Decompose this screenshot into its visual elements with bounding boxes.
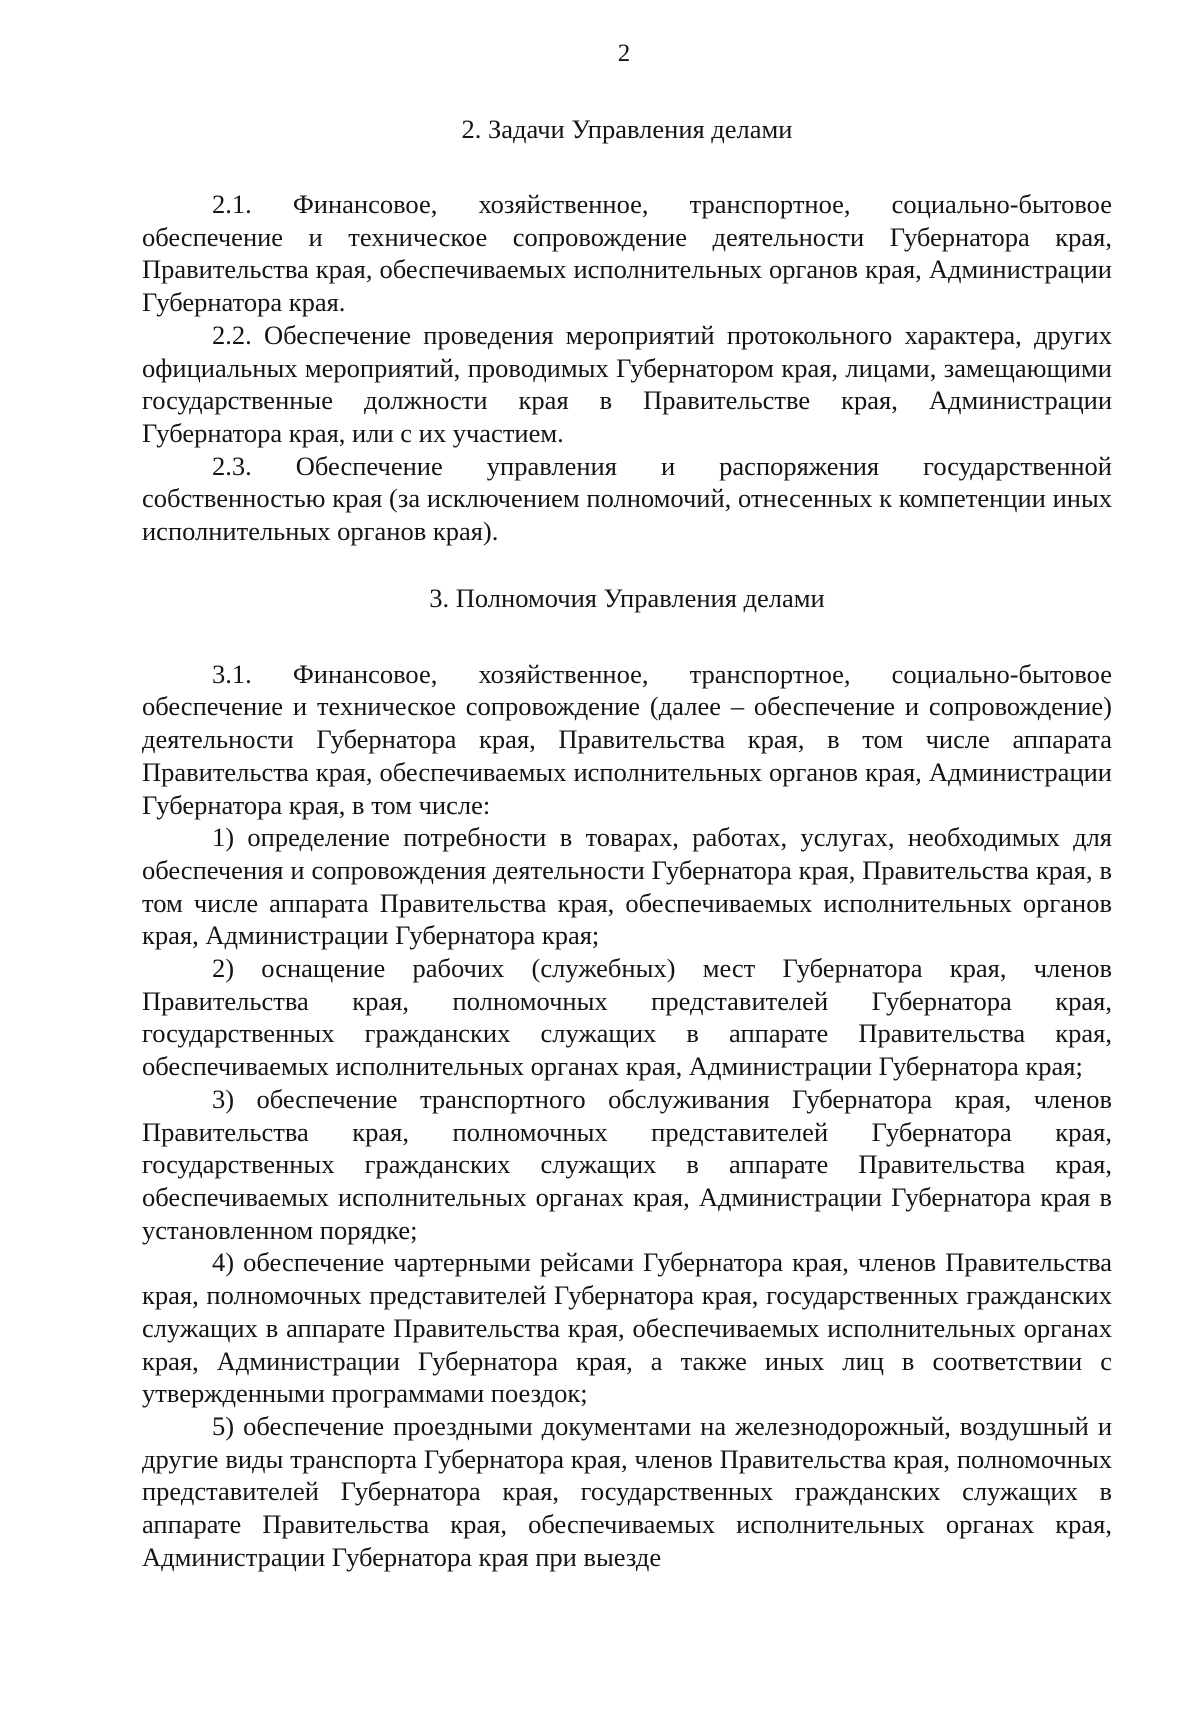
list-item-5: 5) обеспечение проездными документами на железнодорожный, воздушный и другие виды транспорта Губернатора края, членов Правительства края, полномочных представителей Губернатора края, государственных гражданских служащих в аппарате Правительства края, обеспечиваемых исполнительных органах края, Администрации Губернатора края при выезде (142, 1410, 1112, 1572)
list-item-3: 3) обеспечение транспортного обслуживания Губернатора края, членов Правительства края, полномочных представителей Губернатора края, государственных гражданских служащих в аппарате Правительства края, обеспечиваемых исполнительных органах края, Администрации Губернатора края в установленном порядке; (142, 1083, 1112, 1245)
section-2-heading: 2. Задачи Управления делами (461, 114, 793, 144)
list-item-2: 2) оснащение рабочих (служебных) мест Губернатора края, членов Правительства края, полномочных представителей Губернатора края, государственных гражданских служащих в аппарате Правительства края, обеспечиваемых исполнительных органах края, Администрации Губернатора края; (142, 953, 1112, 1082)
page-number: 2 (617, 40, 631, 67)
paragraph-2-2: 2.2. Обеспечение проведения мероприятий протокольного характера, других официальных мероприятий, проводимых Губернатором края, лицами, замещающими государственные должности края в Правительстве края, Администрации Губернатора края, или с их участием. (142, 319, 1112, 448)
list-item-1: 1) определение потребности в товарах, работах, услугах, необходимых для обеспечения и сопровождения деятельности Губернатора края, Правительства края, в том числе аппарата Правительства края, обеспечиваемых исполнительных органов края, Администрации Губернатора края; (142, 822, 1112, 951)
paragraph-2-1: 2.1. Финансовое, хозяйственное, транспортное, социально-бытовое обеспечение и техническое сопровождение деятельности Губернатора края, Правительства края, обеспечиваемых исполнительных органов края, Администрации Губернатора края. (142, 189, 1112, 318)
paragraph-2-3: 2.3. Обеспечение управления и распоряжения государственной собственностью края (за исключением полномочий, отнесенных к компетенции иных исполнительных органов края). (142, 450, 1112, 547)
document-body (142, 112, 1112, 1573)
section-3-heading: 3. Полномочия Управления делами (429, 582, 825, 613)
list-item-4: 4) обеспечение чартерными рейсами Губернатора края, членов Правительства края, полномочных представителей Губернатора края, государственных гражданских служащих в аппарате Правительства края, обеспечиваемых исполнительных органах края, Администрации Губернатора края, а также иных лиц в соответствии с утвержденными программами поездок; (142, 1247, 1112, 1409)
paragraph-3-1: 3.1. Финансовое, хозяйственное, транспортное, социально-бытовое обеспечение и техническое сопровождение (далее – обеспечение и сопровождение) деятельности Губернатора края, Правительства края, в том числе аппарата Правительства края, обеспечиваемых исполнительных органов края, Администрации Губернатора края, в том числе: (142, 658, 1112, 820)
